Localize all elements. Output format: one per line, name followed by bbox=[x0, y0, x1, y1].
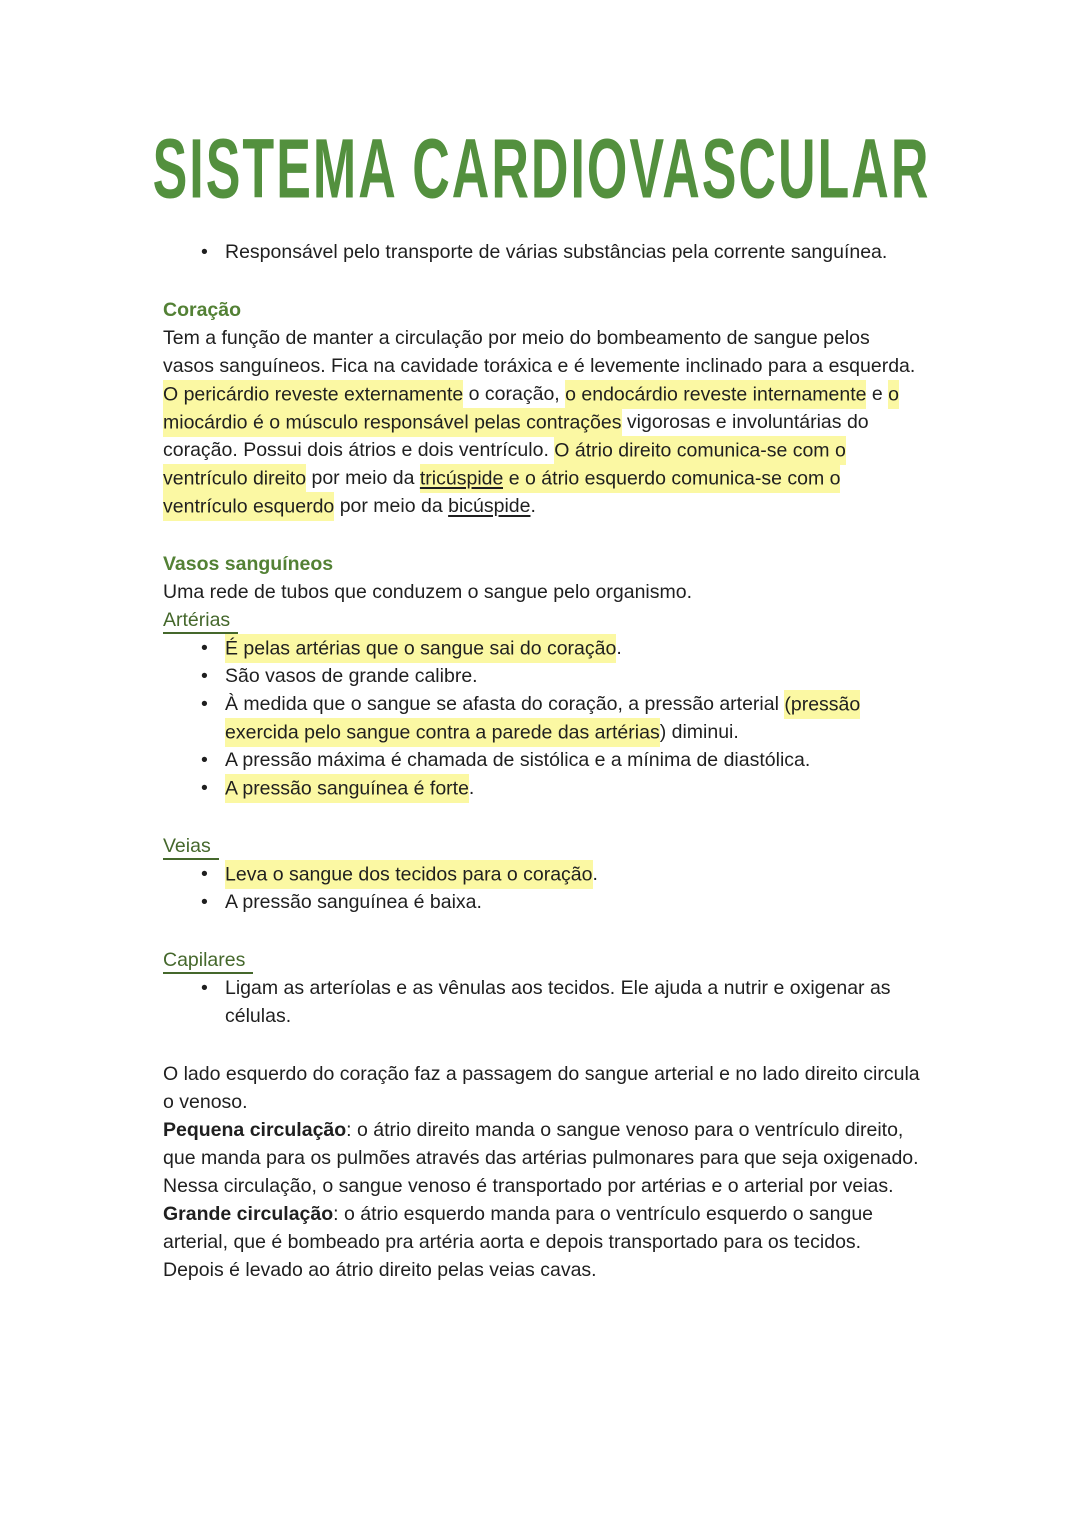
spacer bbox=[163, 1030, 920, 1060]
bullet-list bbox=[163, 238, 920, 266]
paragraph bbox=[163, 324, 920, 520]
paragraph bbox=[163, 1116, 920, 1200]
underlined-term: bicúspide bbox=[448, 495, 531, 517]
bullet-item bbox=[163, 774, 920, 802]
text-run: ) diminui. bbox=[659, 721, 739, 743]
text-run: Uma rede de tubos que conduzem o sangue pelo organismo. bbox=[163, 581, 693, 603]
bullet-item bbox=[163, 860, 920, 888]
bullet-item bbox=[163, 238, 920, 266]
text-run: São vasos de grande calibre. bbox=[225, 665, 478, 687]
highlighted-text: e o átrio esquerdo comunica-se com o ventrículo esquerdo bbox=[163, 464, 840, 521]
sub-section-heading bbox=[163, 606, 920, 634]
highlighted-text: (pressão exercida pelo sangue contra a parede das artérias bbox=[225, 690, 860, 747]
paragraph bbox=[163, 1060, 920, 1116]
bullet-item bbox=[163, 746, 920, 774]
text-run: . bbox=[530, 495, 536, 517]
spacer bbox=[163, 802, 920, 832]
text-run: A pressão máxima é chamada de sistólica e a mínima de diastólica. bbox=[225, 749, 811, 771]
bullet-list bbox=[163, 974, 920, 1030]
document-body bbox=[152, 123, 931, 1284]
text-run: Tem a função de manter a circulação por meio do bombeamento de sangue pelos vasos sanguíneos. Fica na cavidade toráxica e é levemente inclinado para a esquerda. bbox=[163, 327, 916, 377]
bullet-item bbox=[163, 662, 920, 690]
sub-section-heading bbox=[163, 832, 920, 860]
highlighted-text: o miocárdio é o músculo responsável pelas contrações bbox=[163, 380, 899, 437]
text-run: por meio da bbox=[306, 467, 420, 489]
text-run: Ligam as arteríolas e as vênulas aos tecidos. Ele ajuda a nutrir e oxigenar as células. bbox=[225, 977, 891, 1027]
text-run: O lado esquerdo do coração faz a passagem do sangue arterial e no lado direito circula o venoso. bbox=[163, 1063, 920, 1113]
bullet-list bbox=[163, 634, 920, 802]
text-run: . bbox=[616, 637, 622, 659]
text-run: o coração, bbox=[463, 383, 566, 405]
bullet-item bbox=[163, 888, 920, 916]
text-run: A pressão sanguínea é baixa. bbox=[225, 891, 482, 913]
paragraph bbox=[163, 1200, 920, 1284]
sub-section-heading-label: Capilares bbox=[163, 949, 253, 974]
paragraph bbox=[163, 578, 920, 606]
bold-text: Grande circulação bbox=[163, 1203, 334, 1225]
text-run: e bbox=[866, 383, 889, 405]
sub-section-heading-label: Veias bbox=[163, 835, 219, 860]
spacer bbox=[163, 266, 920, 296]
spacer bbox=[163, 916, 920, 946]
sub-section-heading-label: Artérias bbox=[163, 609, 238, 634]
text-run: . bbox=[468, 777, 475, 799]
highlighted-text: o endocárdio reveste internamente bbox=[565, 380, 866, 409]
document-title-text: SISTEMA CARDIOVASCULAR bbox=[152, 123, 931, 217]
section-heading: Vasos sanguíneos bbox=[163, 553, 334, 575]
highlighted-text: O pericárdio reveste externamente bbox=[163, 380, 463, 409]
text-run: : o átrio esquerdo manda para o ventrículo esquerdo o sangue arterial, que é bombeado pra artéria aorta e depois transportado para os tecidos. Depois é levado ao átrio direito pelas veias cavas. bbox=[163, 1203, 874, 1281]
sub-section-heading bbox=[163, 946, 920, 974]
highlighted-text: É pelas artérias que o sangue sai do coração bbox=[225, 634, 616, 663]
bullet-list bbox=[163, 860, 920, 916]
highlighted-text: Leva o sangue dos tecidos para o coração bbox=[225, 860, 593, 889]
text-run: Responsável pelo transporte de várias substâncias pela corrente sanguínea. bbox=[225, 241, 888, 263]
text-run: . bbox=[592, 863, 598, 885]
spacer bbox=[163, 520, 920, 550]
bullet-item bbox=[163, 690, 920, 746]
text-run: À medida que o sangue se afasta do coração, a pressão arterial bbox=[225, 693, 785, 715]
section-heading: Coração bbox=[163, 299, 242, 321]
text-run: vigorosas e involuntárias do coração. Possui dois átrios e dois ventrículo. bbox=[163, 411, 869, 461]
highlighted-text: O átrio direito comunica-se com o ventrículo direito bbox=[163, 436, 846, 493]
document-content bbox=[163, 238, 920, 1284]
bullet-item bbox=[163, 974, 920, 1030]
text-run: por meio da bbox=[334, 495, 449, 517]
highlighted-text: A pressão sanguínea é forte bbox=[225, 774, 469, 803]
bold-text: Pequena circulação bbox=[163, 1119, 347, 1141]
highlighted-text: tricúspide bbox=[420, 464, 503, 493]
document-title bbox=[152, 123, 931, 217]
text-run: : o átrio direito manda o sangue venoso para o ventrículo direito, que manda para os pulmões através das artérias pulmonares para que seja oxigenado. Nessa circulação, o sangue venoso é transportado por artérias e o arterial por veias. bbox=[163, 1119, 919, 1197]
bullet-item bbox=[163, 634, 920, 662]
